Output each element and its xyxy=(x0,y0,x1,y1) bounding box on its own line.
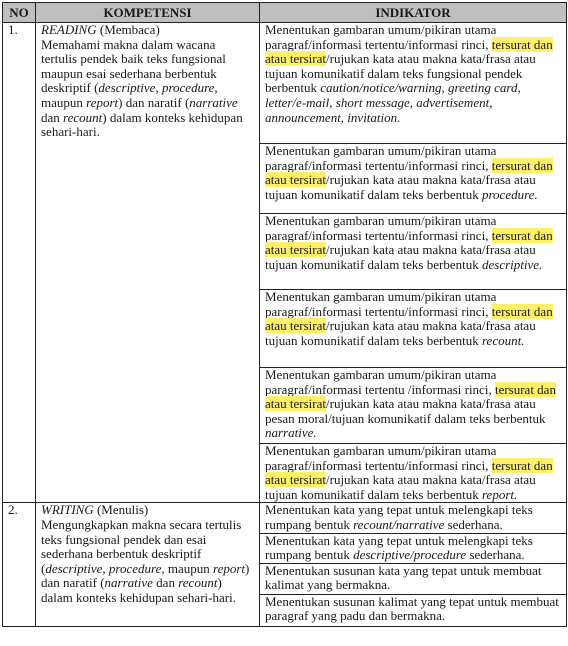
italic-term: descriptive xyxy=(45,560,103,576)
text-run: Menentukan gambaran umum/pikiran utama paragraf/informasi tertentu/informasi rinci, xyxy=(265,289,497,319)
text-run: /rujukan kata atau makna kata/frasa atau tujuan komunikatif dalam teks berbentuk xyxy=(265,242,536,272)
highlighted-phrase: tersurat dan atau tersirat xyxy=(265,457,553,488)
header-row xyxy=(3,3,567,23)
indikator-cell xyxy=(260,563,567,594)
text-run: /rujukan kata atau makna kata/frasa atau tujuan komunikatif dalam teks berbentuk xyxy=(265,318,536,348)
highlighted-phrase: tersurat dan atau tersirat xyxy=(265,36,553,67)
table-row xyxy=(3,503,567,533)
indikator-cell xyxy=(260,503,567,533)
text-run: ) dan naratif ( xyxy=(41,560,250,591)
italic-term: descriptive xyxy=(98,80,156,96)
italic-term: descriptive. xyxy=(481,256,543,272)
highlighted-phrase: tersurat dan atau tersirat xyxy=(265,227,553,258)
table-row xyxy=(3,23,567,144)
italic-term: descriptive/procedure xyxy=(353,547,467,563)
indikator-cell xyxy=(260,533,567,563)
text-run: /rujukan kata atau makna kata/frasa atau tujuan komunikatif dalam teks berbentuk xyxy=(265,472,536,502)
kompetensi-description xyxy=(41,518,254,606)
highlighted-phrase: tersurat dan atau tersirat xyxy=(265,303,553,334)
text-run: Menentukan gambaran umum/pikiran utama paragraf/informasi tertentu/informasi rinci, xyxy=(265,443,497,473)
indikator-cell xyxy=(260,368,567,444)
table-header xyxy=(3,3,567,23)
skill-native-name: (Menulis) xyxy=(96,502,149,518)
text-run: Menentukan gambaran umum/pikiran utama paragraf/informasi tertentu/informasi rinci, xyxy=(265,143,497,173)
text-run: Memahami makna dalam wacana tertulis pendek baik teks fungsional maupun esai sederhana berbentuk deskriptif ( xyxy=(41,36,226,96)
table-body xyxy=(3,23,567,627)
row-number: 2. xyxy=(3,503,36,626)
italic-term: procedure. xyxy=(481,186,538,202)
header-no: NO xyxy=(3,3,36,23)
italic-term: narrative xyxy=(104,575,153,591)
highlighted-phrase: tersurat dan atau tersirat xyxy=(265,157,553,188)
text-run: Menentukan gambaran umum/pikiran utama paragraf/informasi tertentu/informasi rinci, xyxy=(265,213,497,243)
kompetensi-description xyxy=(41,38,254,140)
text-run: /rujukan kata atau makna kata/frasa atau tujuan komunikatif dalam teks berbentuk xyxy=(265,172,536,202)
header-indikator: INDIKATOR xyxy=(260,3,567,23)
italic-term: caution/notice/warning, greeting card, letter/e-mail, short message, advertisement, announcement, invitation. xyxy=(265,80,521,125)
text-run: , xyxy=(155,80,162,96)
text-run: Menentukan susunan kata yang tepat untuk membuat kalimat yang bermakna. xyxy=(265,562,542,593)
italic-term: recount xyxy=(178,575,218,591)
kompetensi-cell xyxy=(36,503,260,626)
italic-term: recount. xyxy=(481,332,525,348)
text-run: sederhana. xyxy=(444,516,503,532)
indikator-cell xyxy=(260,290,567,368)
indikator-cell xyxy=(260,23,567,144)
text-run: Menentukan susunan kalimat yang tepat untuk membuat paragraf yang padu dan bermakna. xyxy=(265,593,559,624)
indikator-cell xyxy=(260,594,567,626)
indikator-cell xyxy=(260,214,567,290)
italic-term: report. xyxy=(481,486,518,502)
text-run: Menentukan kata yang tepat untuk melengkapi teks rumpang bentuk xyxy=(265,502,533,532)
italic-term: report xyxy=(213,560,246,576)
italic-term: procedure xyxy=(161,80,215,96)
text-run: dan xyxy=(41,109,64,125)
italic-term: narrative xyxy=(189,94,238,110)
italic-term: recount/narrative xyxy=(353,516,445,532)
text-run: Mengungkapkan makna secara tertulis teks fungsional pendek dan esai sederhana berbentuk deskriptif ( xyxy=(41,516,242,576)
italic-term: narrative. xyxy=(265,425,317,441)
text-run: ) dalam konteks kehidupan sehari-hari. xyxy=(41,575,236,605)
text-run: , xyxy=(102,560,109,576)
text-run: sederhana. xyxy=(466,547,525,563)
header-kompetensi: KOMPETENSI xyxy=(36,3,260,23)
italic-term: recount xyxy=(63,109,103,125)
text-run: ) dalam konteks kehidupan sehari-hari. xyxy=(41,109,243,140)
competency-table xyxy=(2,2,567,627)
text-run: dan xyxy=(152,575,179,591)
text-run: ) dan naratif ( xyxy=(118,94,190,110)
text-run: Menentukan kata yang tepat untuk melengkapi teks rumpang bentuk xyxy=(265,532,533,563)
skill-name: WRITING xyxy=(41,502,94,518)
italic-term: procedure xyxy=(108,560,162,576)
text-run: , maupun xyxy=(41,80,218,110)
text-run: Menentukan gambaran umum/pikiran utama paragraf/informasi tertentu /informasi rinci, xyxy=(265,367,497,397)
highlighted-phrase: tersurat dan atau tersirat xyxy=(265,381,556,412)
row-number: 1. xyxy=(3,23,36,503)
text-run: Menentukan gambaran umum/pikiran utama paragraf/informasi tertentu/informasi rinci, xyxy=(265,22,497,52)
kompetensi-cell xyxy=(36,23,260,503)
italic-term: report xyxy=(86,94,119,110)
text-run: , maupun xyxy=(161,560,213,576)
indikator-cell xyxy=(260,444,567,503)
skill-name: READING xyxy=(41,22,97,37)
text-run: /rujukan kata atau makna kata/frasa atau tujuan komunikatif dalam teks fungsional pendek berbentuk xyxy=(265,51,536,96)
text-run: /rujukan kata atau makna kata/frasa atau pesan moral/tujuan komunikatif dalam teks berbentuk xyxy=(265,396,546,426)
skill-native-name: (Membaca) xyxy=(99,22,160,37)
indikator-cell xyxy=(260,144,567,214)
